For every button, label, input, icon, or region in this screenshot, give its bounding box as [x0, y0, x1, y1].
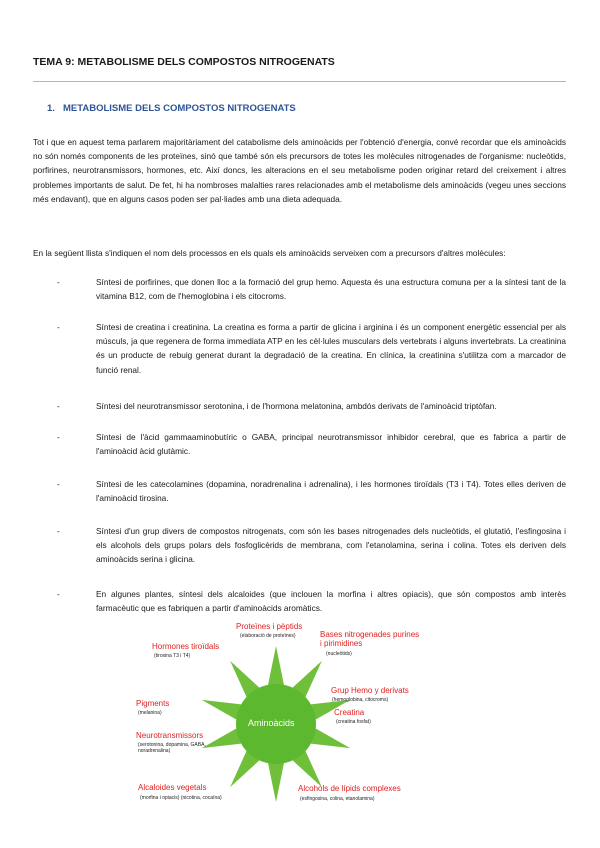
sublabel-heme: (hemoglobina, citocroms) [332, 697, 389, 703]
sublabel-creatine: (creatina fosfat) [336, 719, 371, 725]
label-proteins: Proteïnes i pèptids [236, 622, 303, 631]
amino-acid-diagram [128, 616, 428, 846]
section-number: 1. [47, 103, 55, 114]
list-item [33, 524, 566, 567]
center-label: Aminoàcids [248, 718, 295, 728]
bullet-dash: - [57, 479, 60, 489]
title-divider [33, 81, 566, 82]
label-nitrogen-bases: Bases nitrogenades purines i pirimidines [320, 630, 420, 648]
bullet-dash: - [57, 589, 60, 599]
bullet-text: Síntesi de les catecolamines (dopamina, noradrenalina i adrenalina), i les hormones tiroïdals (T3 i T4). Totes elles deriven de l'aminoàcid tirosina. [96, 479, 566, 504]
label-thyroid-hormones: Hormones tiroïdals [152, 642, 220, 651]
sun-ray [202, 700, 241, 720]
bullet-text: En algunes plantes, síntesi dels alcaloides (que inclouen la morfina i altres opiacis), que són compostos amb interès farmacèutic que es fabriquen a partir d'aminoàcids aromàtics. [96, 589, 566, 614]
bullet-dash: - [57, 432, 60, 442]
label-creatine: Creatina [334, 708, 365, 717]
list-item [33, 587, 566, 615]
list-item [33, 430, 566, 458]
section-heading [47, 103, 296, 114]
section-heading-text: METABOLISME DELS COMPOSTOS NITROGENATS [63, 103, 296, 114]
page-title: TEMA 9: METABOLISME DELS COMPOSTOS NITROGENATS [33, 56, 335, 68]
label-pigments: Pigments [136, 699, 170, 708]
sublabel-neurotransmitters: (serotonina, dopamina, GABA, noradrenalina) [138, 742, 206, 754]
sublabel-complex-lipids: (esfingosina, colina, etanolamina) [300, 796, 375, 802]
sublabel-pigments: (melanina) [138, 710, 162, 716]
bullet-text: Síntesi de l'àcid gammaaminobutíric o GABA, principal neurotransmissor inhibidor cerebral, que es fabrica a partir de l'aminoàcid àcid glutàmic. [96, 432, 566, 457]
label-complex-lipids: Alcohols de lípids complexes [298, 784, 401, 793]
bullet-text: Síntesi de creatina i creatinina. La creatina es forma a partir de glicina i arginina i és un component energètic essencial per als músculs, ja que regenera de forma immediata ATP en les cèl·lules musculars dels vertebrats i alguns invertebrats. La creatinina és un producte de rebuig generat durant la degradació de la creatina. En clínica, la creatinina s'utilitza com a marcador de funció renal. [96, 322, 566, 375]
sun-ray [268, 763, 284, 802]
list-item [33, 399, 566, 413]
list-item [33, 477, 566, 505]
sublabel-proteins: (elaboració de proteïnes) [240, 633, 296, 639]
sublabel-nitrogen-bases: (nucleòtids) [326, 651, 352, 657]
label-plant-alkaloids: Alcaloides vegetals [138, 783, 207, 792]
bullet-dash: - [57, 401, 60, 411]
bullet-dash: - [57, 322, 60, 332]
bullet-dash: - [57, 277, 60, 287]
bullet-dash: - [57, 526, 60, 536]
sun-ray [268, 646, 284, 685]
sublabel-plant-alkaloids: (morfina i opiacis) (nicotina, cocaïna) [140, 795, 222, 801]
sun-ray [311, 729, 350, 749]
intro-paragraph: Tot i que en aquest tema parlarem majoritàriament del catabolisme dels aminoàcids per l'obtenció d'energia, convé recordar que els aminoàcids no són només components de les proteïnes, sinó que també són els precursors de totes les molècules nitrogenades de l'organisme: nucleòtids, porfirines, neurotransmissors, hormones, etc. Així doncs, les alteracions en el seu metabolisme poden originar retard del creixement i altres problemes importants de salut. De fet, hi ha nombroses malalties rares relacionades amb el metabolisme dels aminoàcids (vegeu unes seccions més endavant), que en alguns casos poden ser pal·liades amb una dieta adequada. [33, 137, 566, 204]
list-item [33, 320, 566, 377]
sublabel-thyroid-hormones: (tiroxina T3 i T4) [154, 653, 191, 659]
bullet-text: Síntesi d'un grup divers de compostos nitrogenats, com són les bases nitrogenades dels nucleòtids, el glutatió, l'esfingosina i els alcohols dels grups polars dels fosfoglicèrids de membrana, com l'etanolamina, serina i colina. Totes els deriven dels aminoàcids serina i glicina. [96, 526, 566, 565]
bullet-text: Síntesi del neurotransmissor serotonina, i de l'hormona melatonina, ambdós derivats de l'aminoàcid triptòfan. [96, 401, 497, 411]
list-intro-paragraph: En la següent llista s'indiquen el nom dels processos en els quals els aminoàcids serveixen com a precursors d'altres molècules: [33, 248, 506, 258]
label-neurotransmitters: Neurotransmissors [136, 731, 204, 740]
label-heme: Grup Hemo y derivats [331, 686, 409, 695]
bullet-text: Síntesi de porfirines, que donen lloc a la formació del grup hemo. Aquesta és una estructura comuna per a la síntesi tant de la vitamina B12, com de l'hemoglobina i els citocroms. [96, 277, 566, 302]
list-item [33, 275, 566, 303]
